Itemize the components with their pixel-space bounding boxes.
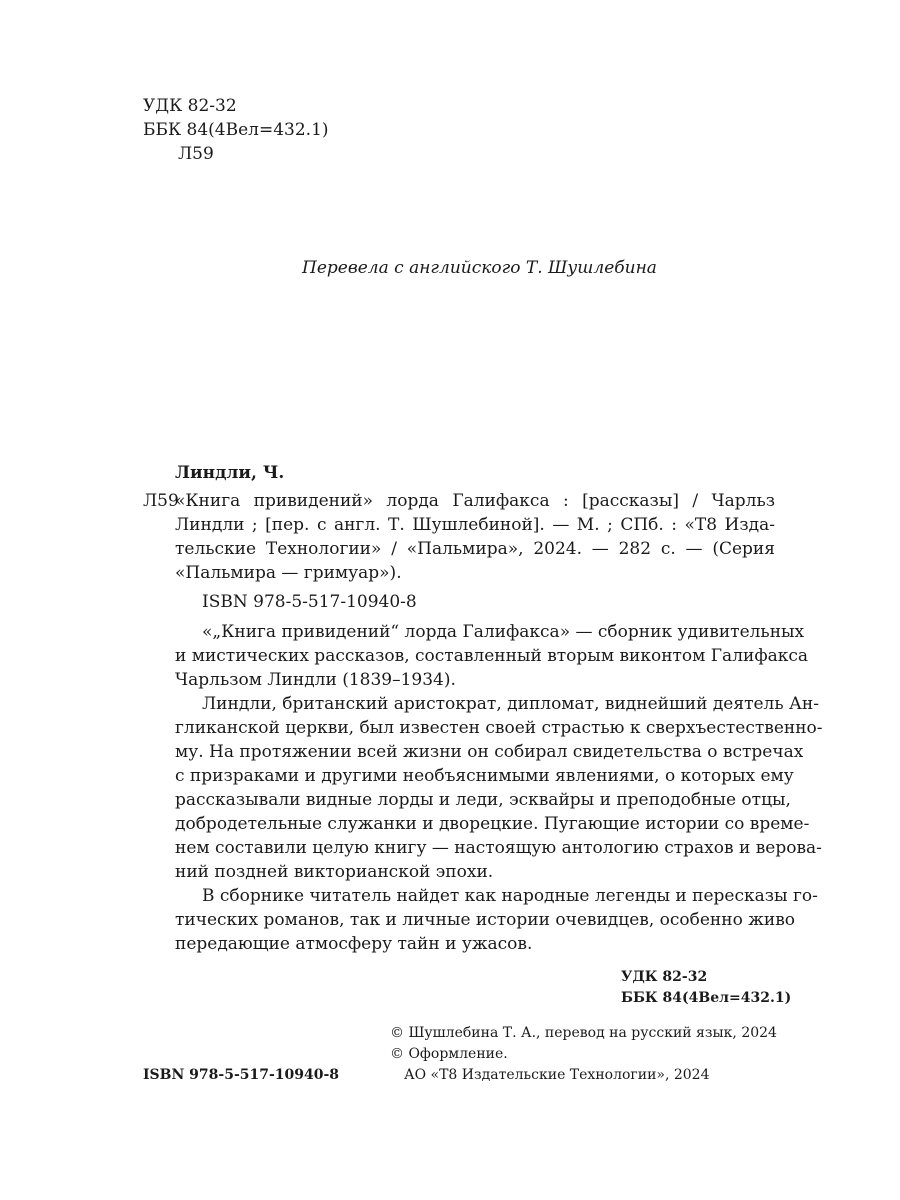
annotation-line: с призраками и другими необъяснимыми явлениями, о которых ему [175, 766, 794, 786]
copyright-design: © Оформление. [390, 1046, 508, 1062]
record-isbn: ISBN 978-5-517-10940-8 [202, 592, 417, 612]
bottom-bbk-code: ББК 84(4Вел=432.1) [621, 990, 792, 1006]
author-heading: Линдли, Ч. [175, 463, 285, 483]
record-code: Л59 [143, 491, 179, 511]
bottom-udk-code: УДК 82-32 [621, 969, 708, 985]
bbk-code: ББК 84(4Вел=432.1) [143, 120, 329, 140]
annotation-line: Чарльзом Линдли (1839–1934). [175, 670, 456, 690]
translator-credit: Перевела с английского Т. Шушлебина [302, 258, 657, 278]
description-line: тельские Технологии» / «Пальмира», 2024. — 282 с. — (Серия [175, 539, 775, 559]
description-line: Линдли ; [пер. с англ. Т. Шушлебиной]. — М. ; СПб. : «Т8 Изда- [175, 515, 775, 535]
annotation-line: тических романов, так и личные истории очевидцев, особенно живо [175, 910, 795, 930]
author-sign: Л59 [178, 144, 214, 164]
annotation-line: гликанской церкви, был известен своей страстью к сверхъестественно- [175, 718, 823, 738]
isbn-bottom: ISBN 978-5-517-10940-8 [143, 1067, 340, 1083]
copyright-publisher: АО «Т8 Издательские Технологии», 2024 [404, 1067, 710, 1083]
annotation-line: В сборнике читатель найдет как народные легенды и пересказы го- [202, 886, 818, 906]
description-line: «Книга привидений» лорда Галифакса : [рассказы] / Чарльз [175, 491, 775, 511]
annotation-line: нем составили целую книгу — настоящую антологию страхов и верова- [175, 838, 822, 858]
annotation-line: и мистических рассказов, составленный вторым виконтом Галифакса [175, 646, 809, 666]
annotation-line: Линдли, британский аристократ, дипломат, виднейший деятель Ан- [202, 694, 819, 714]
annotation-line: «„Книга привидений“ лорда Галифакса» — сборник удивительных [202, 622, 805, 642]
annotation-line: рассказывали видные лорды и леди, эсквайры и преподобные отцы, [175, 790, 791, 810]
annotation-line: му. На протяжении всей жизни он собирал свидетельства о встречах [175, 742, 804, 762]
description-line: «Пальмира — гримуар»). [175, 563, 402, 583]
annotation-line: ний поздней викторианской эпохи. [175, 862, 494, 882]
annotation-line: добродетельные служанки и дворецкие. Пугающие истории со време- [175, 814, 810, 834]
annotation-line: передающие атмосферу тайн и ужасов. [175, 934, 533, 954]
udk-code: УДК 82-32 [143, 96, 237, 116]
copyright-translation: © Шушлебина Т. А., перевод на русский язык, 2024 [390, 1025, 777, 1041]
